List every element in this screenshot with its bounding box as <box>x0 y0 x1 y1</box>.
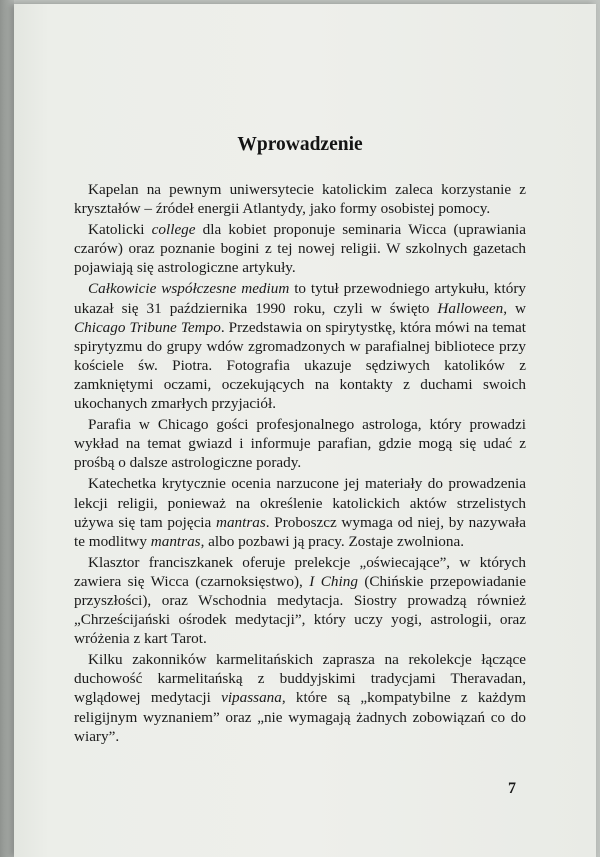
text-run: Parafia w Chicago gości profesjonalnego astrologa, który prowadzi wykład na temat gwiazd i informuje parafian, gdzie mogą się udać z prośbą o dalsze astrologiczne porady. <box>74 416 526 472</box>
chapter-body <box>74 180 526 748</box>
paragraph-6 <box>74 553 526 648</box>
italic-text: Całkowicie współczesne medium <box>88 280 290 298</box>
text-run: , które są „kompatybilne z każdym religijnym wyznaniem” oraz „nie wymagają żadnych zobowiązań co do wiary”. <box>74 689 526 745</box>
book-spine-shadow <box>0 0 14 857</box>
italic-text: college <box>151 221 196 239</box>
paragraph-3 <box>74 279 526 413</box>
text-run: dla kobiet proponuje seminaria Wicca (uprawiania czarów) oraz poznanie bogini z tej nowej religii. W szkolnych gazetach pojawiają się astrologiczne artykuły. <box>74 221 526 277</box>
italic-text: mantras <box>150 532 201 550</box>
text-run: Katechetka krytycznie ocenia narzucone jej materiały do prowadzenia lekcji religii, ponieważ na określenie katolickich aktów strzelistych używa się tam pojęcia <box>74 475 526 531</box>
italic-text: Halloween <box>437 299 504 317</box>
paragraph-4 <box>74 415 526 472</box>
text-run: to tytuł przewodniego artykułu, który ukazał się 31 października 1990 roku, czyli w święto <box>74 280 526 317</box>
text-run: Katolicki <box>88 221 152 239</box>
text-run: Kilku zakonników karmelitańskich zaprasza na rekolekcje łączące duchowość karmelitańską z buddyjskimi tradycjami Theravadan, wglądowej medytacji <box>74 651 526 707</box>
text-run: . Przedstawia on spirytystkę, która mówi na temat spirytyzmu do grupy wdów zgromadzonych w parafialnej bibliotece przy kościele św. Piotra. Fotografia ukazuje sędziwych katolików z zamkniętymi oczami, oczekujących na kontakty z duchami swoich ukochanych zmarłych przyjaciół. <box>74 318 526 413</box>
text-run: , albo pozbawi ją pracy. Zostaje zwolniona. <box>200 532 465 550</box>
paragraph-2 <box>74 220 526 277</box>
italic-text: Chicago Tribune Tempo <box>74 318 221 336</box>
paragraph-7 <box>74 650 526 745</box>
italic-text: mantras <box>215 513 266 531</box>
italic-text: vipassana <box>221 689 282 707</box>
italic-text: I Ching <box>309 572 358 590</box>
chapter-title: Wprowadzenie <box>237 134 363 156</box>
paragraph-5 <box>74 474 526 550</box>
text-run: . Proboszcz wymaga od niej, by nazywała te modlitwy <box>74 513 526 550</box>
paragraph-1 <box>74 180 526 218</box>
page-number: 7 <box>508 780 516 797</box>
text-run: Kapelan na pewnym uniwersytecie katolickim zaleca korzystanie z kryształów – źródeł energii Atlantydy, jako formy osobistej pomocy. <box>74 181 526 218</box>
text-run: Klasztor franciszkanek oferuje prelekcje „oświecające”, w których zawiera się Wicca (czarnoksięstwo), <box>74 553 526 590</box>
text-run: , w <box>503 299 526 317</box>
text-run: (Chińskie przepowiadanie przyszłości), oraz Wschodnia medytacja. Siostry prowadzą również „Chrześcijański ośrodek medytacji”, który uczy yogi, astrologii, oraz wróżenia z kart Tarot. <box>74 572 526 648</box>
